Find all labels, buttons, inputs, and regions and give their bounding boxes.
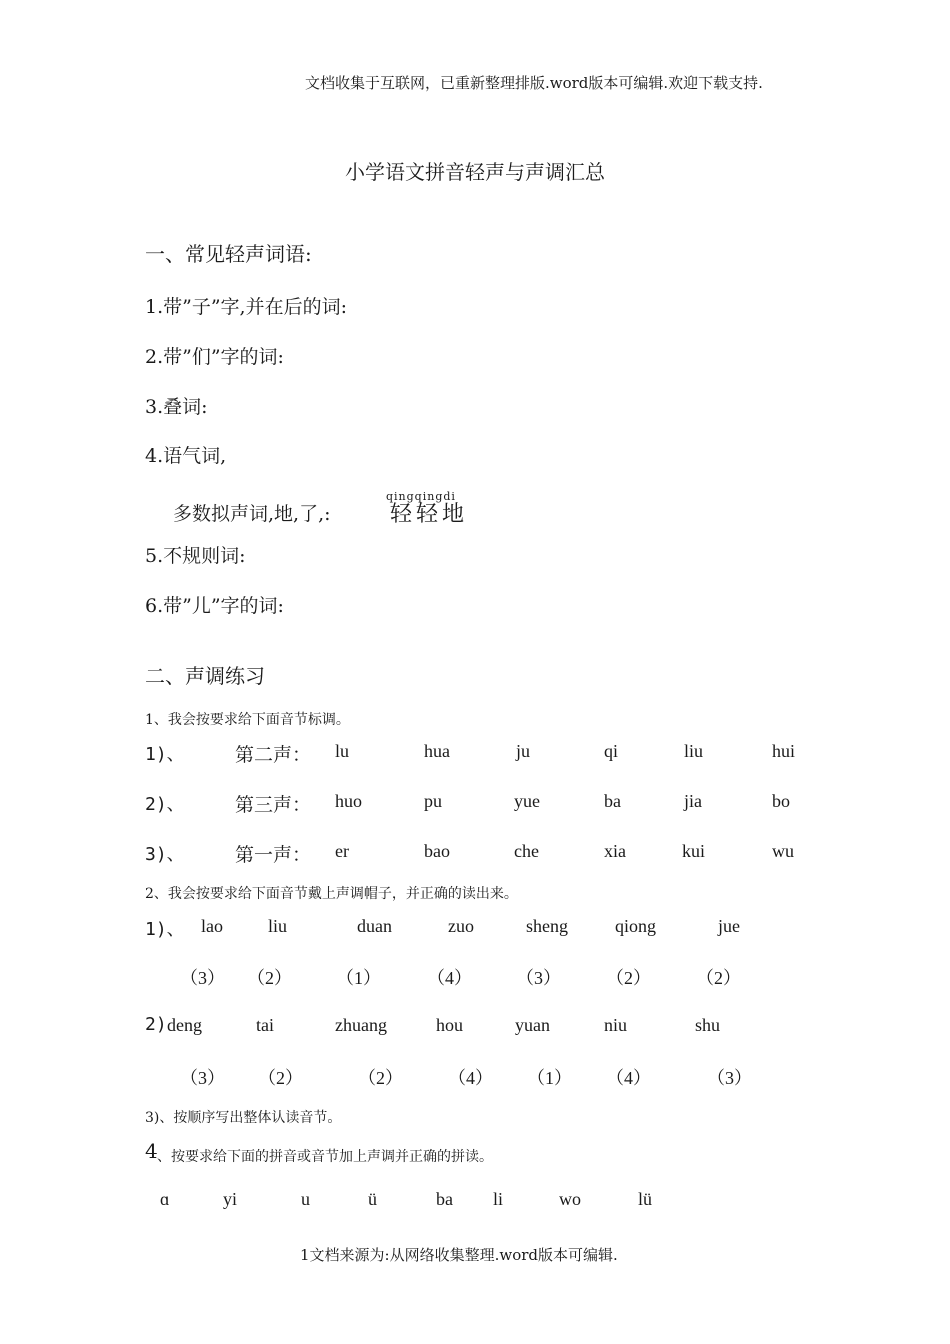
syllable: qiong [615, 916, 657, 936]
syllable: xia [604, 841, 626, 861]
syllable: ɑ [160, 1189, 170, 1209]
tone-number: （4） [427, 968, 472, 988]
section1-heading: 一、常见轻声词语: [145, 242, 312, 266]
syllable: jue [718, 916, 740, 936]
row-label: 2) [145, 1014, 167, 1035]
syllable: lao [201, 916, 223, 936]
row-label: 3)、 [145, 844, 185, 865]
section2-heading: 二、声调练习 [145, 664, 265, 688]
syllable: zhuang [335, 1015, 387, 1035]
tone-number: （2） [696, 968, 741, 988]
syllable: li [493, 1189, 504, 1209]
syllable: huo [335, 791, 362, 811]
tone-number: （4） [448, 1068, 493, 1088]
syllable: bo [772, 791, 790, 811]
syllable: bao [424, 841, 450, 861]
q4-number: 4 [145, 1139, 158, 1163]
tone-number: （4） [606, 1068, 651, 1088]
syllable: hou [436, 1015, 463, 1035]
q4-instruction: 、按要求给下面的拼音或音节加上声调并正确的拼读。 [157, 1149, 493, 1165]
syllable: ba [604, 791, 621, 811]
syllable: liu [684, 741, 704, 761]
row-label: 2)、 [145, 794, 185, 815]
syllable: lü [638, 1189, 653, 1209]
page-title: 小学语文拼音轻声与声调汇总 [345, 160, 605, 184]
q1-instruction: 1、我会按要求给下面音节标调。 [145, 712, 350, 728]
tone-number: （2） [606, 968, 651, 988]
syllable: niu [604, 1015, 628, 1035]
tone-number: （2） [258, 1068, 303, 1088]
syllable: che [514, 841, 539, 861]
syllable: hui [772, 741, 796, 761]
item-4-continued: 多数拟声词,地,了,: [173, 503, 331, 525]
page-footer: 1文档来源为:从网络收集整理.word版本可编辑. [300, 1246, 618, 1264]
tone-label: 第三声： [235, 794, 312, 816]
syllable: wo [559, 1189, 581, 1209]
example-word: 轻轻地 [390, 502, 469, 527]
syllable: u [301, 1189, 310, 1209]
syllable: yue [514, 791, 540, 811]
tone-number: （1） [336, 968, 381, 988]
syllable: shu [695, 1015, 721, 1035]
tone-number: （3） [516, 968, 561, 988]
syllable: yi [223, 1189, 238, 1209]
tone-number: （2） [247, 968, 292, 988]
syllable: tai [256, 1015, 274, 1035]
syllable: kui [682, 841, 706, 861]
syllable: ba [436, 1189, 453, 1209]
syllable: jia [684, 791, 702, 811]
syllable: lu [335, 741, 350, 761]
tone-number: （3） [707, 1068, 752, 1088]
row-label: 1)、 [145, 919, 185, 940]
tone-number: （3） [180, 1068, 225, 1088]
syllable: qi [604, 741, 619, 761]
syllable: er [335, 841, 349, 861]
syllable: duan [357, 916, 392, 936]
item-5: 5.不规则词: [145, 545, 246, 567]
example-pinyin: qingqingdi [386, 490, 456, 503]
syllable: liu [268, 916, 288, 936]
tone-number: （3） [180, 968, 225, 988]
syllable: hua [424, 741, 450, 761]
item-3: 3.叠词: [145, 396, 208, 418]
syllable: pu [424, 791, 442, 811]
syllable: yuan [515, 1015, 550, 1035]
tone-number: （2） [358, 1068, 403, 1088]
syllable: sheng [526, 916, 568, 936]
syllable: wu [772, 841, 794, 861]
syllable: zuo [448, 916, 474, 936]
item-4: 4.语气词, [145, 445, 227, 467]
row-label: 1)、 [145, 744, 185, 765]
tone-number: （1） [527, 1068, 572, 1088]
q2-instruction: 2、我会按要求给下面音节戴上声调帽子，并正确的读出来。 [145, 886, 518, 902]
item-2: 2.带”们”字的词: [145, 346, 284, 368]
item-1: 1.带”子”字,并在后的词: [145, 296, 347, 318]
syllable: ü [368, 1189, 377, 1209]
item-6: 6.带”儿”字的词: [145, 595, 284, 617]
tone-label: 第一声： [235, 844, 312, 866]
q3-instruction: 3)、按顺序写出整体认读音节。 [145, 1110, 342, 1126]
syllable: ju [516, 741, 531, 761]
page-header: 文档收集于互联网，已重新整理排版.word版本可编辑.欢迎下载支持. [305, 74, 763, 92]
tone-label: 第二声： [235, 744, 312, 766]
syllable: deng [167, 1015, 202, 1035]
